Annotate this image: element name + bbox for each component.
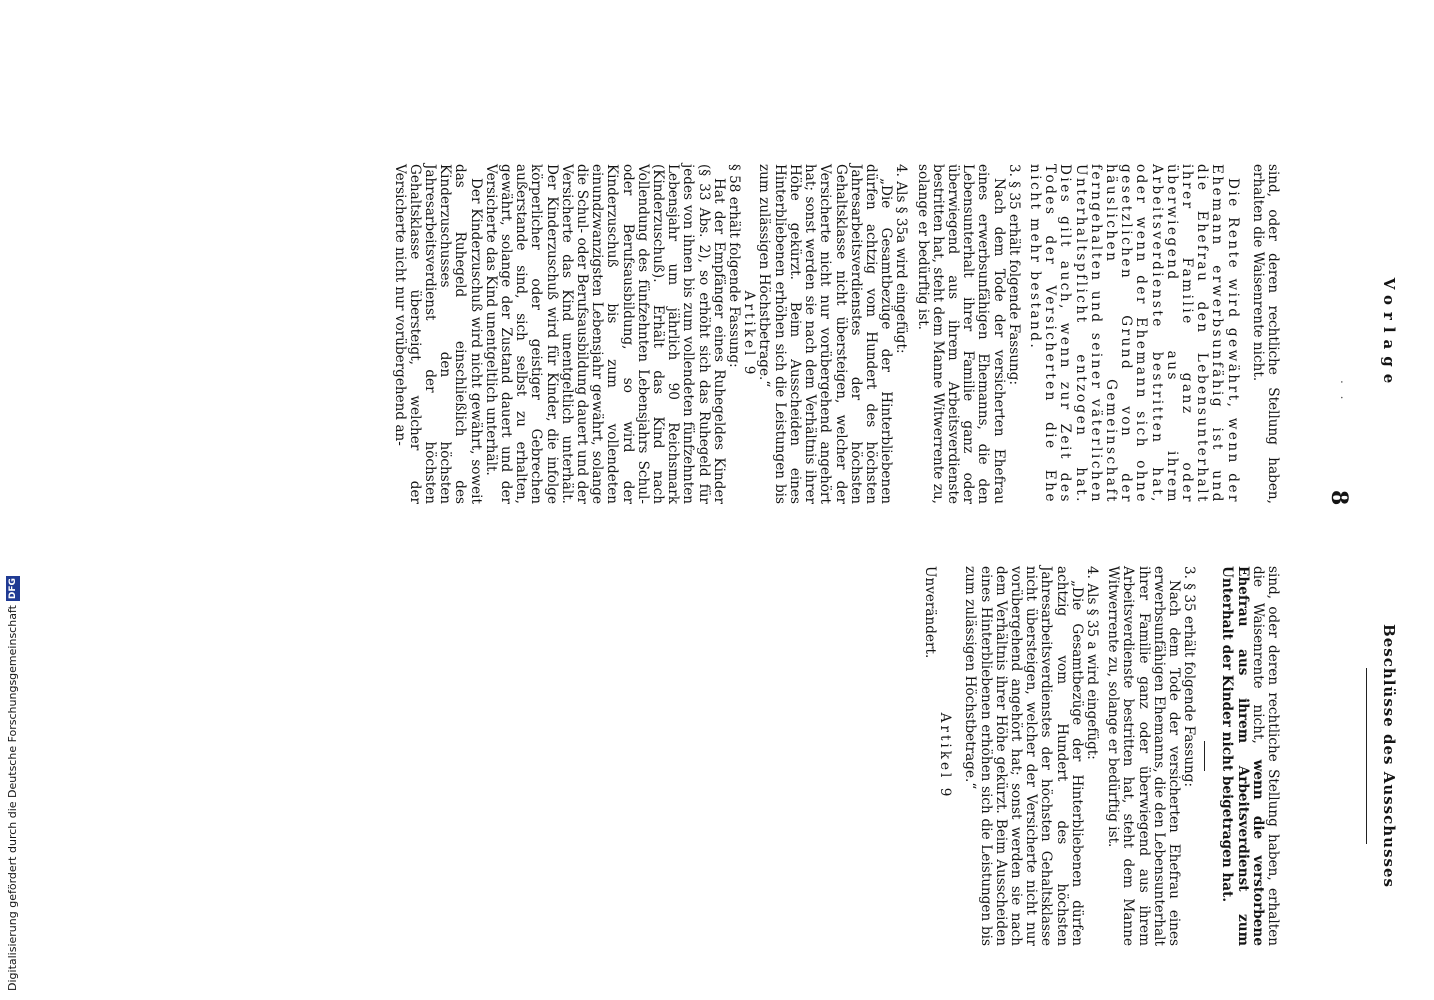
right-item4-text: „Die Gesamtbezüge der Hinterbliebenen dürfen achtzig vom Hundert des höchsten Jahresarbeitsverdienstes der höchsten Gehaltsklasse nicht übersteigen, welcher der Versicherte nicht nur vorübergehend angehört hat; sonst werden sie nach dem Verhältnis ihrer Höhe gekürzt. Beim Ausscheiden eines Hinterbliebenen erhöhen sich die Leistungen bis zum zulässigen Höchstbetrage.“ [962,566,1085,946]
left-column [391,164,1280,504]
left-item4-heading: 4. Als § 35a wird eingefügt: [893,164,910,354]
left-article-heading: Artikel 9 [741,290,758,378]
dfg-logo: DFG [8,578,18,600]
right-continuation [1219,566,1280,946]
right-item3-heading: 3. § 35 erhält folgende Fassung: [1181,566,1198,788]
right-section-rule [1204,741,1205,771]
left-item4-text: „Die Gesamtbezüge der Hinterbliebenen dürfen achtzig vom Hundert des höchsten Jahresarbeitsverdienstes der höchsten Gehaltsklasse nicht übersteigen, welcher der Versicherte nicht nur vorübergehend angehört hat; sonst werden sie nach dem Verhältnis ihrer Höhe gekürzt. Beim Ausscheiden eines Hinterbliebenen erhöhen sich die Leistungen bis zum zulässigen Höchstbetrage.“ [756,164,895,504]
margin-marks: . . [1338,380,1352,404]
footer-text: Digitalisierung gefördert durch die Deutsche Forschungsgemeinschaft [6,605,19,991]
left-continuation: sind, oder deren rechtliche Stellung haben, erhalten die Waisenrente nicht. [1249,164,1281,504]
left-item3-text: Nach dem Tode der versicherten Ehefrau eines erwerbsunfähigen Ehemanns, die den Lebensunterhalt ihrer Familie ganz oder überwiegend aus ihrem Arbeitsverdienste bestritten hat, steht dem Manne Witwerrente zu, solange er bedürftig ist. [914,164,1007,504]
page-number: 8 [1326,490,1352,506]
left-column-header: Vorlage [1380,277,1398,391]
left-art9-intro: § 58 erhält folgende Fassung: [726,164,743,368]
footer-text-row [3,6,23,991]
right-article-heading: Artikel 9 [937,712,954,800]
right-item4-heading: 4. Als § 35 a wird eingefügt: [1083,566,1100,760]
right-column-header: Beschlüsse des Ausschusses [1380,624,1398,888]
left-art9-paragraph-2: Der Kinderzuschuß wird nicht gewährt, soweit das Ruhegeld einschließlich des Kinderzuschusses den höchsten Jahresarbeitsverdienst der höchsten Gehaltsklasse übersteigt, welcher der Versicherte nicht nur vorübergehend an- [391,164,484,504]
footer [3,6,23,991]
right-continuation-bold: wenn die verstorbene Ehefrau aus ihrem Arbeitsverdienst zum Unterhalt der Kinder nicht beigetragen hat. [1219,566,1266,946]
right-continuation-plain: sind, oder deren rechtliche Stellung haben, erhalten die Waisenrente nicht, [1249,566,1281,946]
right-art9-text: Unverändert. [921,566,938,659]
header-rule [1366,668,1367,844]
left-spaced-paragraph: Die Rente wird gewährt, wenn der Ehemann erwerbsunfähig ist und die Ehefrau den Lebensunterhalt ihrer Familie ganz oder überwiegend aus ihrem Arbeitsverdienste bestritten hat, oder wenn der Ehemann sich ohne gesetzlichen Grund von der häuslichen Gemeinschaft ferngehalten und seiner väterlichen Unterhaltspflicht entzogen hat. Dies gilt auch, wenn zur Zeit des Todes der Versicherten die Ehe nicht mehr bestand. [1026,164,1241,504]
right-item3-text: Nach dem Tode der versicherten Ehefrau eines erwerbsunfähigen Ehemanns, die den Lebensunterhalt ihrer Familie ganz oder überwiegend aus ihrem Arbeitsverdienste bestritten hat, steht dem Manne Witwerrente zu, solange er bedürftig ist. [1105,566,1182,946]
left-art9-paragraph-1: Hat der Empfänger eines Ruhegeldes Kinder (§ 33 Abs. 2), so erhöht sich das Ruhegeld für jedes von ihnen bis zum vollendeten fünfzehnten Lebensjahr um jährlich 90 Reichsmark (Kinderzuschuß). Erhält das Kind nach Vollendung des fünfzehnten Lebensjahrs Schul- oder Berufsausbildung, so wird der Kinderzuschuß bis zum vollendeten einundzwanzigsten Lebensjahr gewährt, solange die Schul- oder Berufsausbildung dauert und der Versicherte das Kind unentgeltlich unterhält. Der Kinderzuschuß wird für Kinder, die infolge körperlicher oder geistiger Gebrechen außerstande sind, sich selbst zu erhalten, gewährt, solange der Zustand dauert und der Versicherte das Kind unentgeltlich unterhält. [482,164,727,504]
right-column [922,566,1280,946]
left-item3-heading: 3. § 35 erhält folgende Fassung: [1005,164,1022,386]
